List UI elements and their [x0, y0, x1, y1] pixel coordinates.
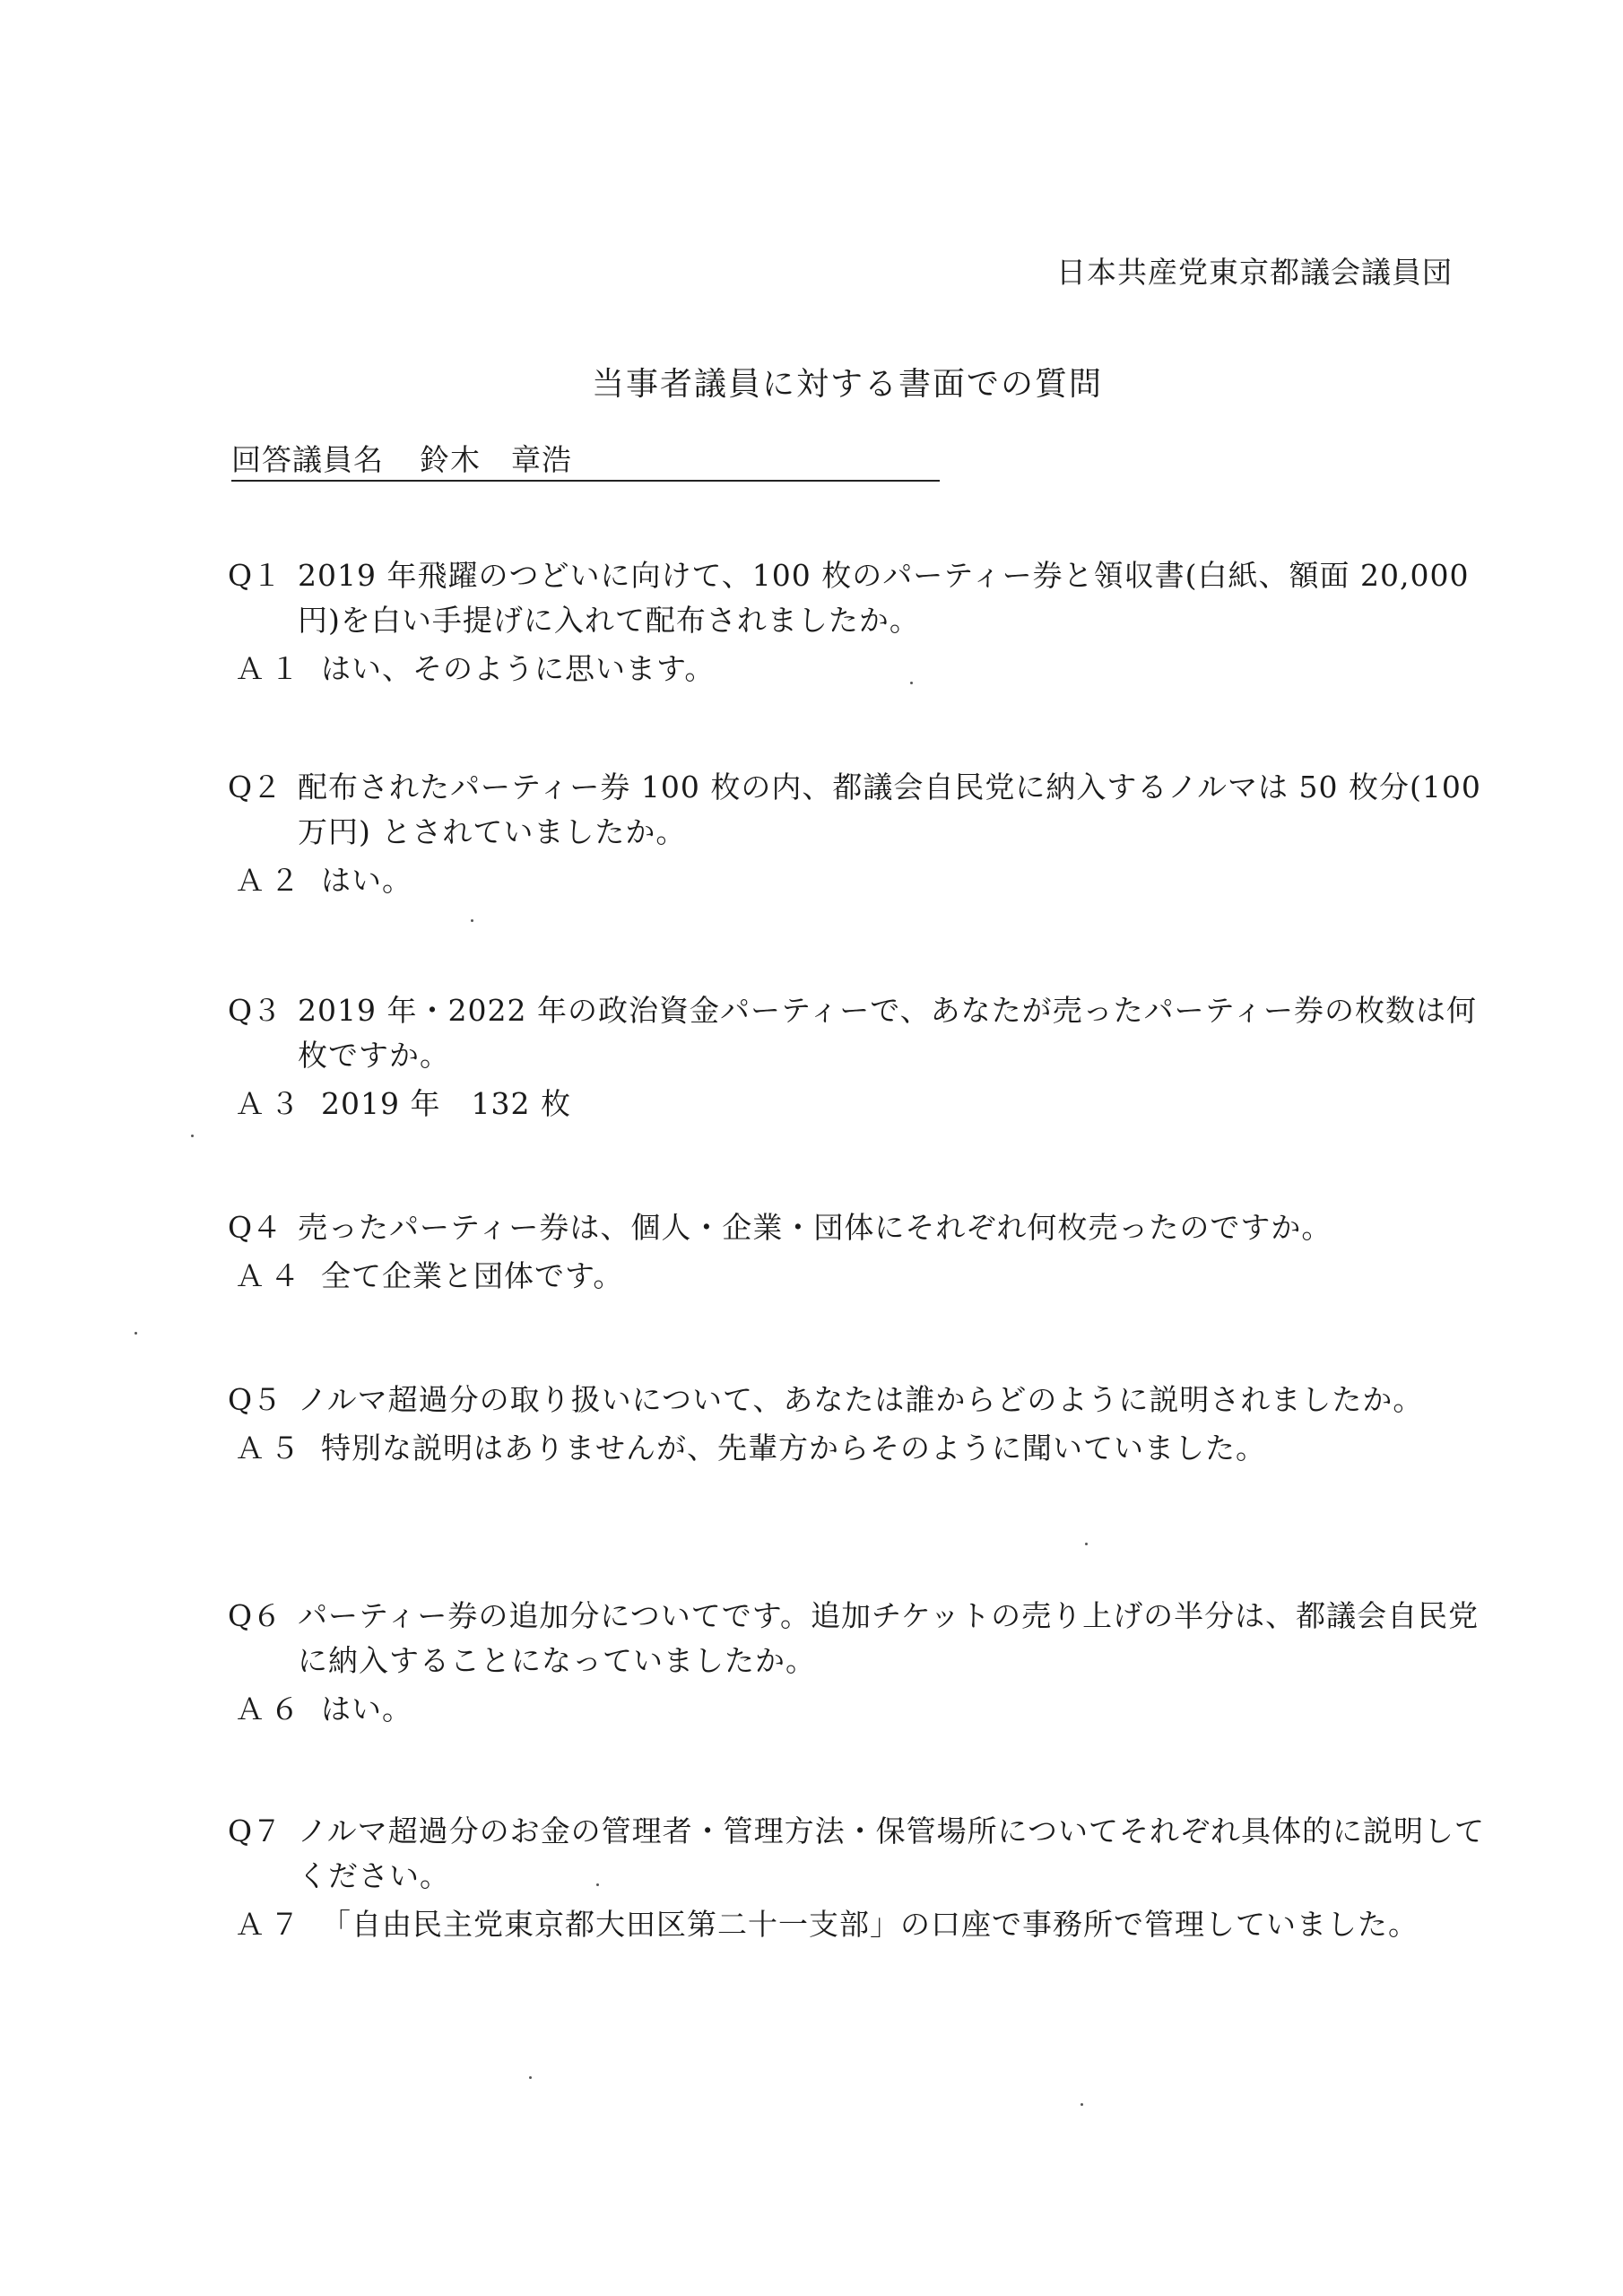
- document-title: 当事者議員に対する書面での質問: [592, 366, 1104, 403]
- respondent-label: 回答議員名: [231, 442, 384, 477]
- respondent-line: [231, 437, 940, 482]
- question-text: 配布されたパーティー券 100 枚の内、都議会自民党に納入するノルマは 50 枚分(100 万円) とされていましたか。: [298, 770, 1481, 849]
- question-7: [215, 1809, 1488, 1899]
- question-text: ノルマ超過分のお金の管理者・管理方法・保管場所についてそれぞれ具体的に説明してください。: [298, 1813, 1486, 1893]
- answer-1: [215, 647, 1488, 691]
- answer-2: [215, 858, 1488, 903]
- answer-text: 「自由民主党東京都大田区第二十一支部」の口座で事務所で管理していました。: [321, 1907, 1419, 1942]
- answer-label: Ａ１: [235, 651, 305, 686]
- question-label: Q６: [228, 1598, 282, 1633]
- scan-speck: [471, 919, 473, 922]
- answer-3: [215, 1082, 1488, 1126]
- question-text: ノルマ超過分の取り扱いについて、あなたは誰からどのように説明されましたか。: [298, 1382, 1424, 1417]
- scan-speck: [910, 682, 913, 684]
- question-label: Q７: [228, 1813, 282, 1848]
- question-text: 2019 年・2022 年の政治資金パーティーで、あなたが売ったパーティー券の枚数は何枚ですか。: [298, 993, 1478, 1073]
- scan-speck: [529, 2076, 532, 2079]
- answer-label: Ａ４: [235, 1258, 305, 1293]
- question-1: [215, 553, 1488, 643]
- qa-item-1: [215, 553, 1488, 691]
- question-2: [215, 765, 1488, 855]
- answer-label: Ａ２: [235, 863, 305, 898]
- answer-6: [215, 1687, 1488, 1732]
- qa-item-5: [215, 1378, 1488, 1471]
- question-text: パーティー券の追加分についてです。追加チケットの売り上げの半分は、都議会自民党に納入することになっていましたか。: [298, 1598, 1480, 1678]
- qa-item-3: [215, 988, 1488, 1126]
- question-3: [215, 988, 1488, 1078]
- answer-text: はい。: [321, 1692, 412, 1726]
- scan-speck: [1085, 1543, 1088, 1545]
- question-5: [215, 1378, 1488, 1422]
- answer-label: Ａ７: [235, 1907, 305, 1942]
- answer-text: 2019 年 132 枚: [321, 1086, 571, 1121]
- answer-5: [215, 1426, 1488, 1471]
- question-label: Q５: [228, 1382, 282, 1417]
- qa-item-6: [215, 1594, 1488, 1732]
- question-text: 売ったパーティー券は、個人・企業・団体にそれぞれ何枚売ったのですか。: [298, 1210, 1332, 1245]
- respondent-name: 鈴木 章浩: [420, 442, 572, 477]
- scan-speck: [191, 1135, 194, 1137]
- answer-text: 特別な説明はありませんが、先輩方からそのように聞いていました。: [321, 1431, 1266, 1465]
- qa-item-7: [215, 1809, 1488, 1947]
- scan-speck: [596, 1883, 599, 1886]
- question-label: Q３: [228, 993, 282, 1028]
- organization-name: 日本共産党東京都議会議員団: [1056, 255, 1453, 290]
- qa-item-4: [215, 1205, 1488, 1299]
- question-6: [215, 1594, 1488, 1683]
- question-label: Q２: [228, 770, 282, 804]
- question-label: Q４: [228, 1210, 282, 1245]
- question-label: Q１: [228, 558, 282, 593]
- scan-speck: [135, 1332, 137, 1335]
- answer-4: [215, 1254, 1488, 1299]
- answer-text: はい。: [321, 863, 412, 898]
- answer-text: はい、そのように思います。: [321, 651, 716, 686]
- answer-label: Ａ６: [235, 1692, 305, 1726]
- question-4: [215, 1205, 1488, 1250]
- answer-label: Ａ５: [235, 1431, 305, 1465]
- answer-text: 全て企業と団体です。: [321, 1258, 624, 1293]
- answer-7: [215, 1902, 1488, 1947]
- question-text: 2019 年飛躍のつどいに向けて、100 枚のパーティー券と領収書(白紙、額面 20,000 円)を白い手提げに入れて配布されましたか。: [298, 558, 1470, 638]
- scan-speck: [1081, 2103, 1083, 2106]
- qa-item-2: [215, 765, 1488, 903]
- answer-label: Ａ３: [235, 1086, 305, 1121]
